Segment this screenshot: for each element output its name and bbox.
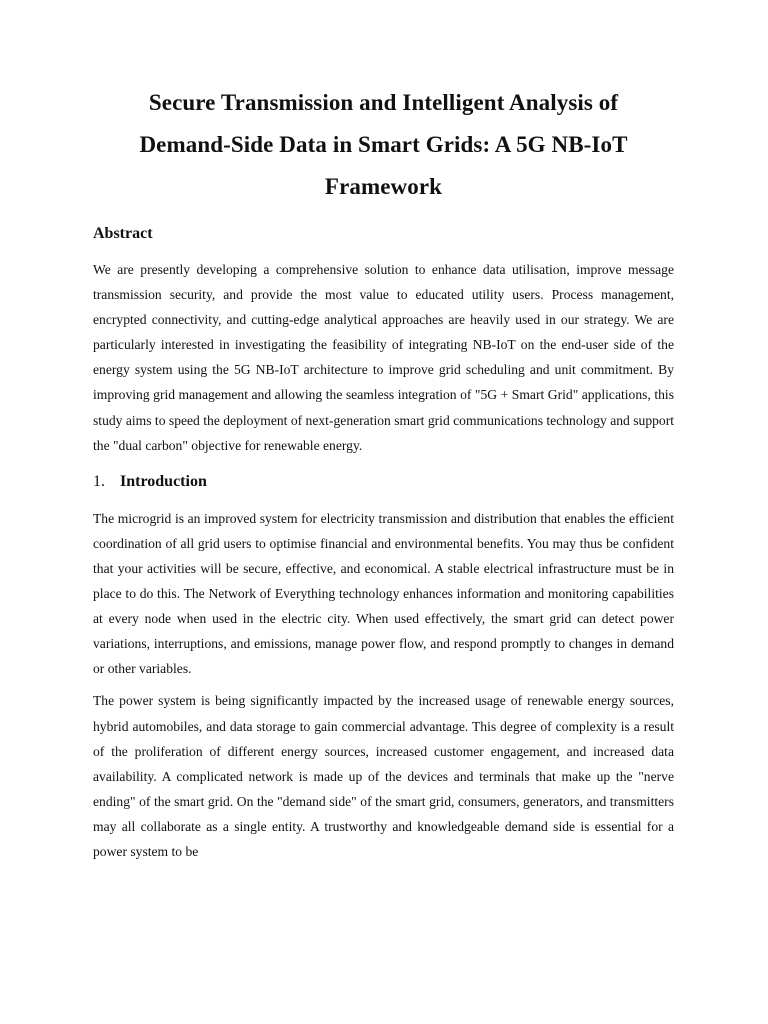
body-paragraph: The microgrid is an improved system for electricity transmission and distribution that enables the efficient coordination of all grid users to optimise financial and environmental benefits. You may thus be confident that your activities will be secure, effective, and economical. A stable electrical infrastructure must be in place to do this. The Network of Everything technology enhances information and monitoring capabilities at every node when used in the electric city. When used effectively, the smart grid can detect power variations, interruptions, and emissions, manage power flow, and respond promptly to changes in demand or other variables. — [93, 510, 674, 677]
abstract-paragraph: We are presently developing a comprehensive solution to enhance data utilisation, improve message transmission security, and provide the most value to educated utility users. Process management, encrypted connectivity, and cutting-edge analytical approaches are heavily used in our strategy. We are particularly interested in investigating the feasibility of integrating NB-IoT on the end-user side of the energy system using the 5G NB-IoT architecture to improve grid scheduling and unit commitment. By improving grid management and allowing the seamless integration of "5G + Smart Grid" applications, this study aims to speed the deployment of next-generation smart grid communications technology and support the "dual carbon" objective for renewable energy. — [93, 262, 675, 453]
body-paragraph: The power system is being significantly impacted by the increased usage of renewable energy sources, hybrid automobiles, and data storage to gain commercial advantage. This degree of complexity is a result of the proliferation of different energy sources, increased customer engagement, and increased data availability. A complicated network is made up of the devices and terminals that make up the "nerve ending" of the smart grid. On the "demand side" of the smart grid, consumers, generators, and transmitters may all collaborate as a single entity. A trustworthy and knowledgeable demand side is essential for a power system to be — [93, 693, 674, 859]
abstract-heading: Abstract — [93, 225, 153, 242]
title-line: Secure Transmission and Intelligent Analysis of — [148, 90, 619, 115]
section-heading-introduction — [93, 472, 674, 492]
title-line: Framework — [324, 174, 443, 199]
section-title: Introduction — [120, 472, 207, 490]
title-line: Demand-Side Data in Smart Grids: A 5G NB-IoT — [139, 132, 628, 157]
paper-title — [93, 82, 674, 208]
section-number: 1. — [93, 472, 105, 490]
document-page — [93, 82, 674, 864]
